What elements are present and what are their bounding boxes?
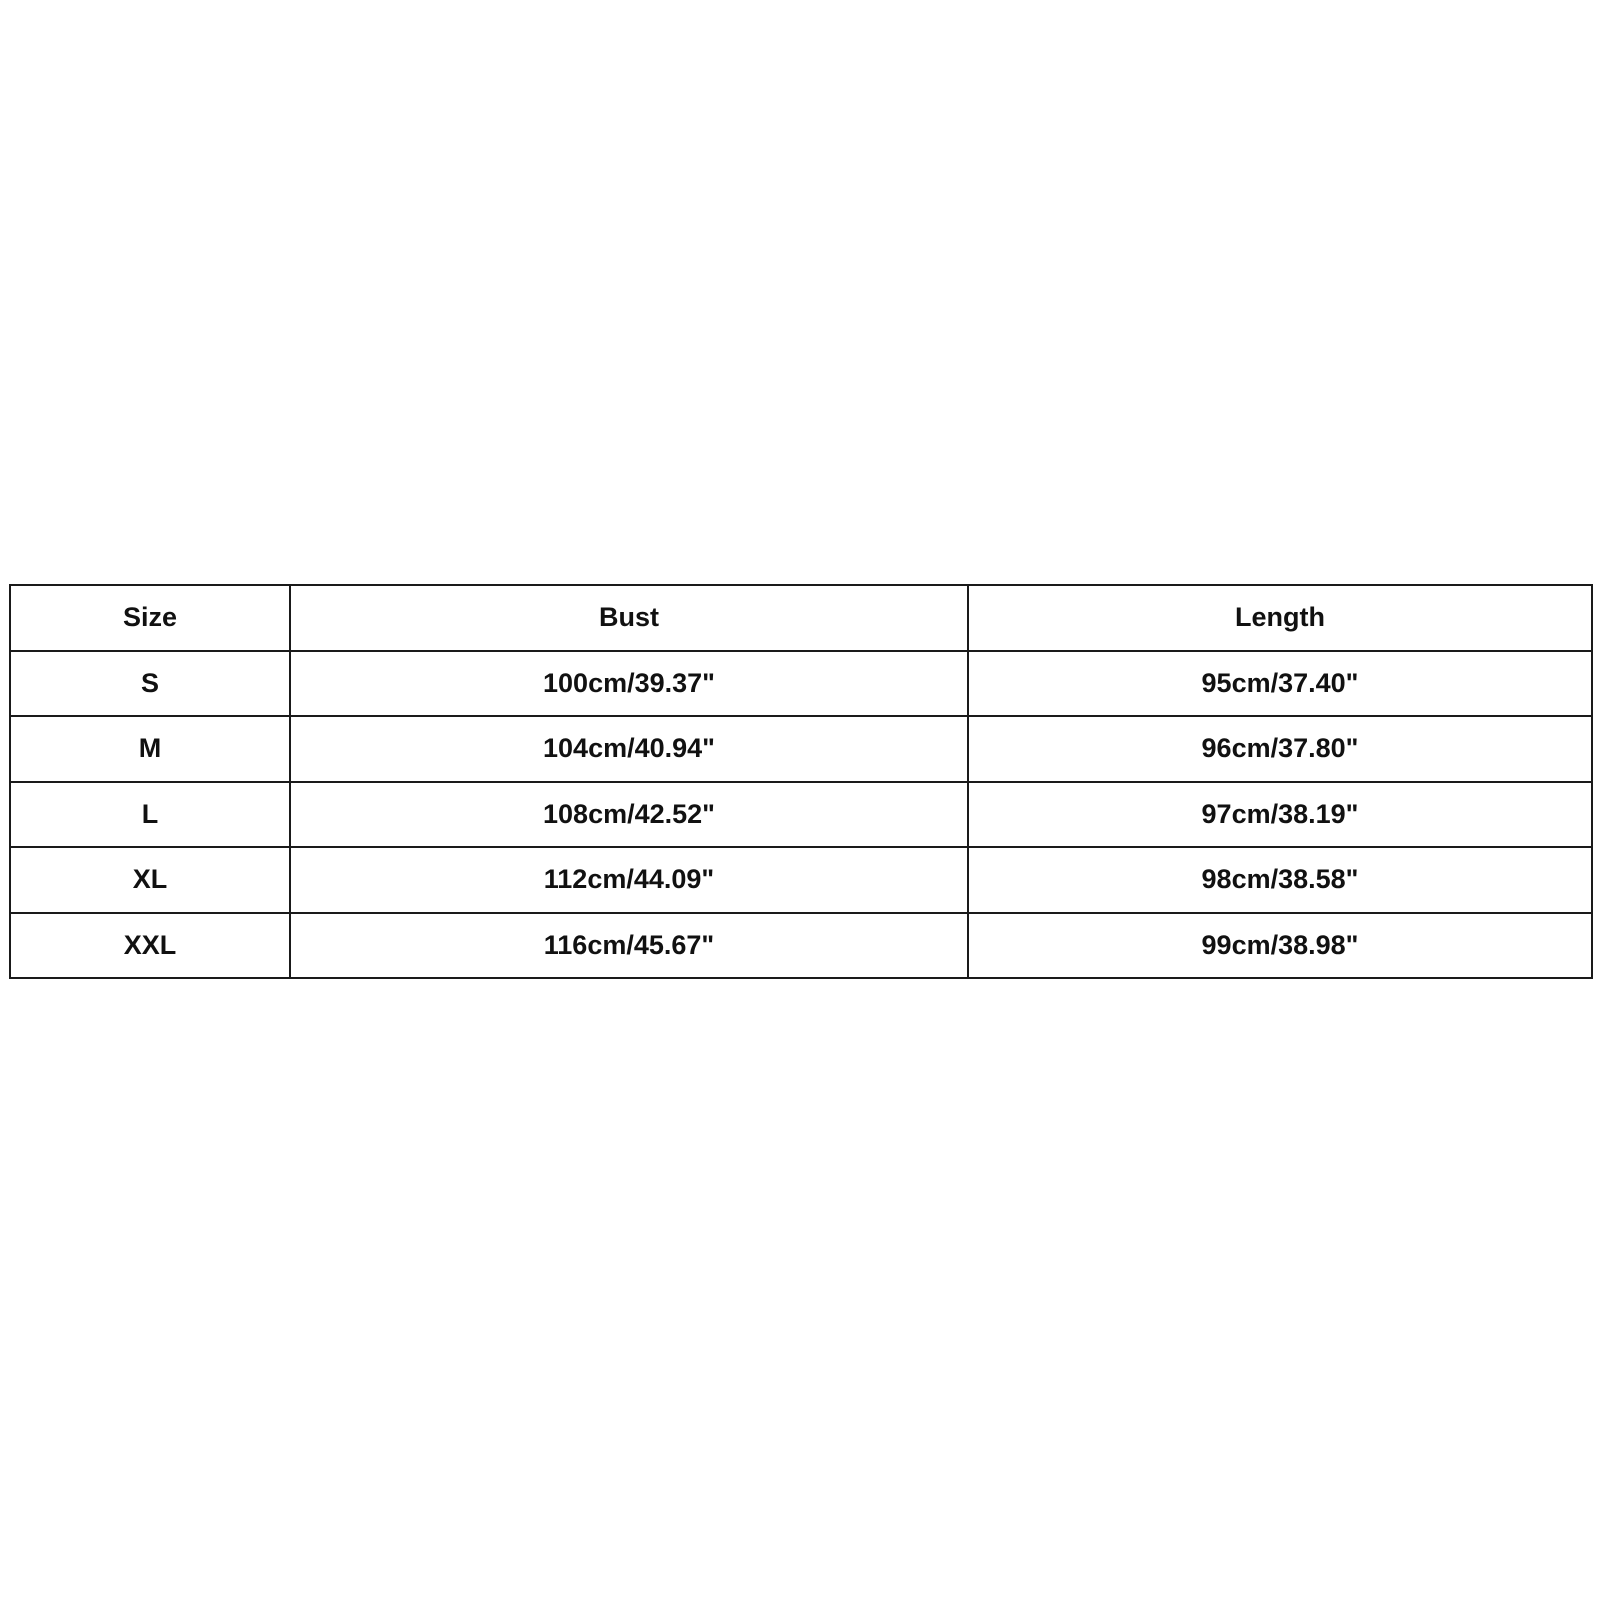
size-chart-header (10, 585, 1592, 651)
table-row (10, 913, 1592, 979)
cell-length: 99cm/38.98" (968, 913, 1592, 979)
cell-size: XL (10, 847, 290, 913)
header-length: Length (968, 585, 1592, 651)
cell-size: S (10, 651, 290, 717)
table-row (10, 716, 1592, 782)
cell-length: 96cm/37.80" (968, 716, 1592, 782)
cell-size: M (10, 716, 290, 782)
cell-length: 95cm/37.40" (968, 651, 1592, 717)
cell-length: 98cm/38.58" (968, 847, 1592, 913)
cell-size: XXL (10, 913, 290, 979)
cell-bust: 116cm/45.67" (290, 913, 968, 979)
size-chart-table (9, 584, 1593, 979)
header-bust: Bust (290, 585, 968, 651)
cell-size: L (10, 782, 290, 848)
cell-bust: 112cm/44.09" (290, 847, 968, 913)
size-chart-body (10, 651, 1592, 979)
table-row (10, 651, 1592, 717)
table-row (10, 847, 1592, 913)
cell-bust: 108cm/42.52" (290, 782, 968, 848)
cell-length: 97cm/38.19" (968, 782, 1592, 848)
header-size: Size (10, 585, 290, 651)
header-row (10, 585, 1592, 651)
cell-bust: 104cm/40.94" (290, 716, 968, 782)
cell-bust: 100cm/39.37" (290, 651, 968, 717)
table-row (10, 782, 1592, 848)
